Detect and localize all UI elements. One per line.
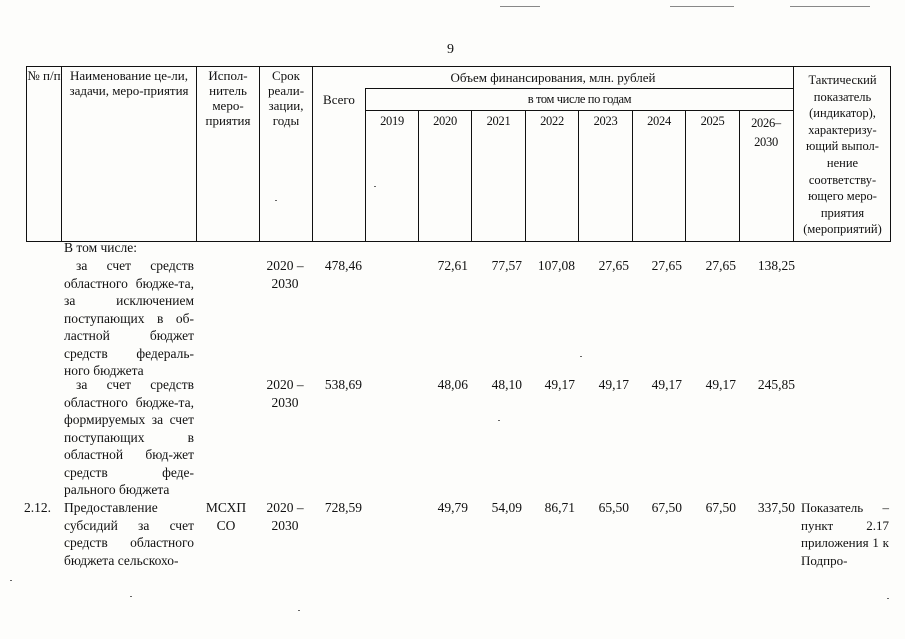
header-year-2023: 2023 [593,114,618,128]
row-including-label: В том числе: [64,240,137,255]
row-term: 2020 – 2030 [266,500,304,533]
header-year-2021: 2021 [486,114,511,128]
header-year-2025: 2025 [700,114,725,128]
row-value-2026-2030: 245,85 [757,377,795,392]
row-name: Предоставление субсидий за счет средств областного бюджета сельскохо- [64,500,194,568]
scan-speck [298,610,300,611]
scan-line [500,6,540,7]
row-name: за счет средств областного бюдже-та, формируемых за счет поступающих в областной бюд-жет средств феде-рального бюджета [64,377,194,497]
header-number: № п/п [27,68,61,83]
row-executor: МСХП СО [205,500,247,533]
header-by-years: в том числе по годам [527,92,632,106]
scan-speck [887,598,889,599]
row-term: 2020 – 2030 [266,377,304,410]
row-value-2026-2030: 138,25 [757,258,795,273]
row-value-2023: 49,17 [598,377,629,392]
header-year-2019: 2019 [380,114,404,128]
header-year-2026-2030: 2026–2030 [751,116,781,149]
row-value-2025: 49,17 [705,377,736,392]
row-value-2025: 27,65 [705,258,736,273]
row-term: 2020 – 2030 [266,258,304,291]
row-value-2024: 49,17 [651,377,682,392]
scan-speck [374,186,376,187]
row-total: 478,46 [324,258,362,273]
row-value-2022: 49,17 [544,377,575,392]
row-value-2021: 54,09 [491,500,522,515]
scan-speck [498,420,500,421]
row-value-2021: 48,10 [491,377,522,392]
header-executor: Испол-нитель меро-приятия [205,68,251,128]
page-number: 9 [447,42,454,57]
row-value-2021: 77,57 [491,258,522,273]
row-total: 538,69 [324,377,362,392]
scan-speck [10,580,12,581]
row-value-2022: 107,08 [537,258,575,273]
row-indicator: Показатель – пункт 2.17 приложения 1 к Подпро- [801,500,889,568]
row-total: 728,59 [324,500,362,515]
header-year-2024: 2024 [647,114,671,128]
header-year-2020: 2020 [433,114,457,128]
row-value-2026-2030: 337,50 [757,500,795,515]
row-value-2024: 27,65 [651,258,682,273]
scan-speck [275,200,277,201]
row-name: за счет средств областного бюдже-та, за исключением поступающих в об-ластной бюджет средств федераль-ного бюджета [64,258,194,378]
header-term: Срок реали-зации, годы [267,68,305,128]
scan-line [670,6,734,7]
header-total: Всего [323,92,355,107]
row-value-2023: 27,65 [598,258,629,273]
header-name: Наименование це-ли, задачи, меро-приятия [69,68,189,98]
row-value-2020: 48,06 [437,377,468,392]
header-financing: Объем финансирования, млн. рублей [450,70,656,85]
header-indicator: Тактический показатель (индикатор), характеризу-ющий выпол-нение соответству-ющего меро-приятия (мероприятий) [803,73,882,237]
scan-line [790,6,870,7]
row-value-2020: 72,61 [437,258,468,273]
row-value-2020: 49,79 [437,500,468,515]
row-number: 2.12. [24,500,51,515]
header-year-2022: 2022 [540,114,564,128]
row-value-2023: 65,50 [598,500,629,515]
row-value-2024: 67,50 [651,500,682,515]
scan-speck [580,356,582,357]
scan-speck [130,596,132,597]
row-value-2025: 67,50 [705,500,736,515]
row-value-2022: 86,71 [544,500,575,515]
